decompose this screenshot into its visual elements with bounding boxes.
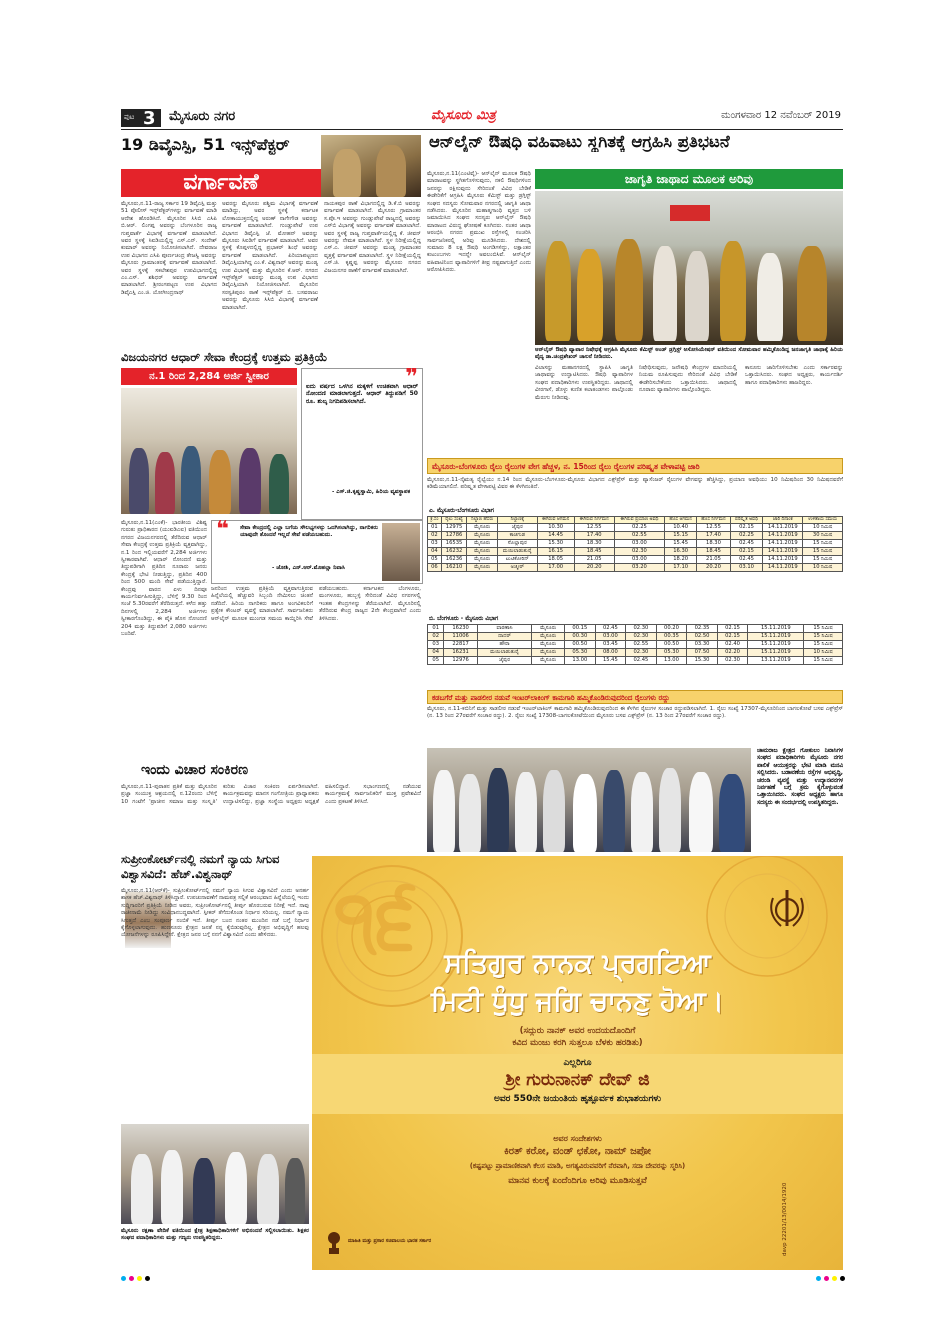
ad-greet-post: ಅವರ 550ನೇ ಜಯಂತಿಯ ಹೃತ್ಪೂರ್ವಕ ಶುಭಾಶಯಗಳು	[493, 1094, 662, 1104]
rail-col-header: ಹೊಸ ನಿರ್ಗಮನ	[696, 517, 730, 524]
table-cell: ಮೈಸೂರು	[467, 547, 498, 555]
aadhaar-quote-2-by: - ಜೋಶಿ, ಎನ್.ಆರ್.ಮೊಹಲ್ಲಾ ನಿವಾಸಿ	[272, 565, 345, 571]
table-cell: ದಾದರ್	[477, 633, 532, 641]
table-cell: 15 ನಿಮಿಷ	[803, 547, 843, 555]
table-cell: 13.11.2019	[748, 657, 804, 665]
table-cell: 10.30	[537, 523, 574, 531]
rail-col-header: ಹೊಸ ಆಗಮನ	[665, 517, 697, 524]
memorandum-caption: ಚಾಮರಾಜ ಕ್ಷೇತ್ರದ ಗೋಕುಲಂ ನಿವಾಸಿಗಳ ಸಂಘದ ಪದಾಧಿಕಾರಿಗಳು ಮೈಸೂರು ನಗರ ಪಾಲಿಕೆ ಆಯುಕ್ತರನ್ನು ಭೇಟಿ ಮಾಡಿ ಮನವಿ ಸಲ್ಲಿಸಿದರು. ಬಡಾವಣೆಯ ರಸ್ತೆಗಳ ಅಭಿವೃದ್ಧಿ, ಚರಂಡಿ ವ್ಯವಸ್ಥೆ ಮತ್ತು ಉದ್ಯಾನವನಗಳ ನಿರ್ವಹಣೆ ಬಗ್ಗೆ ಕ್ರಮ ಕೈಗೊಳ್ಳುವಂತೆ ಒತ್ತಾಯಿಸಿದರು. ಸಂಘದ ಅಧ್ಯಕ್ಷರು ಹಾಗೂ ಸದಸ್ಯರು ಈ ಸಂದರ್ಭದಲ್ಲಿ ಉಪಸ್ಥಿತರಿದ್ದರು.	[757, 748, 843, 806]
table-cell: 15.45	[665, 539, 697, 547]
table-cell: 11006	[444, 633, 477, 641]
table-cell: 10 ನಿಮಿಷ	[803, 523, 843, 531]
table-cell: 00.30	[565, 633, 596, 641]
table-cell: 04	[428, 547, 442, 555]
table-cell: 03.45	[595, 641, 626, 649]
table-cell: 03.10	[730, 563, 762, 571]
page-label: ಪುಟ	[124, 113, 135, 121]
table-row	[428, 563, 843, 571]
table-row	[428, 625, 843, 633]
table-cell: 14.45	[537, 531, 574, 539]
felicitation-caption: ಮೈಸೂರು ರಕ್ಷಣಾ ವೇದಿಕೆ ವತಿಯಿಂದ ಕ್ಷೇತ್ರ ಶಿಕ್ಷಣಾಧಿಕಾರಿಗಳಿಗೆ ಅಭಿನಂದನೆ ಸಲ್ಲಿಸಲಾಯಿತು. ಶಿಕ್ಷಕರ ಸಂಘದ ಪದಾಧಿಕಾರಿಗಳು ಮತ್ತು ಗಣ್ಯರು ಉಪಸ್ಥಿತರಿದ್ದರು.	[121, 1228, 309, 1242]
masthead: ಮೈಸೂರು ಮಿತ್ರ	[431, 108, 496, 123]
table-cell: 18.20	[665, 555, 697, 563]
table-cell: 00.50	[565, 641, 596, 649]
table-cell: 22817	[444, 641, 477, 649]
transfer-story	[121, 133, 421, 345]
ad-teach-sub: (ಕಷ್ಟಪಟ್ಟು ಪ್ರಾಮಾಣಿಕವಾಗಿ ಕೆಲಸ ಮಾಡಿ, ಅಗತ್ಯವಿರುವವರಿಗೆ ನೆರವಾಗಿ, ಸದಾ ದೇವರನ್ನು ಸ್ಮರಿಸಿ)	[469, 1162, 686, 1170]
table-row	[428, 555, 843, 563]
table-cell: 15 ನಿಮಿಷ	[804, 657, 843, 665]
table-cell: 02.50	[687, 633, 718, 641]
table-cell: ಮೈಸೂರು	[532, 657, 565, 665]
table-cell: 21.05	[574, 555, 614, 563]
page-number-box	[121, 109, 161, 127]
aadhaar-body-1: ಮೈಸೂರು,ನ.11(ಎಂಕೆ)- ಭಾರತೀಯ ವಿಶಿಷ್ಟ ಗುರುತು ಪ್ರಾಧಿಕಾರದ (ಯುಐಡಿಎಐ) ವತಿಯಿಂದ ನಗರದ ವಿಜಯನಗರದಲ್ಲಿ ತೆರೆದಿರುವ ಆಧಾರ್ ಸೇವಾ ಕೇಂದ್ರಕ್ಕೆ ಉತ್ತಮ ಪ್ರತಿಕ್ರಿಯೆ ವ್ಯಕ್ತವಾಗಿದ್ದು, ನ.1 ರಿಂದ ಇಲ್ಲಿಯವರೆಗೆ 2,284 ಅರ್ಜಿಗಳು ಸ್ವೀಕಾರವಾಗಿವೆ. ಆಧಾರ್ ನೋಂದಣಿ ಮತ್ತು ತಿದ್ದುಪಡಿಗಾಗಿ ಪ್ರತಿದಿನ ನೂರಾರು ಜನರು ಕೇಂದ್ರಕ್ಕೆ ಭೇಟಿ ನೀಡುತ್ತಿದ್ದು, ಪ್ರತಿದಿನ 400 ರಿಂದ 500 ಮಂದಿ ಸೇವೆ ಪಡೆಯುತ್ತಿದ್ದಾರೆ. ಕೇಂದ್ರವು ವಾರದ ಏಳು ದಿನವೂ ಕಾರ್ಯನಿರ್ವಹಿಸುತ್ತಿದ್ದು, ಬೆಳಿಗ್ಗೆ 9.30 ರಿಂದ ಸಂಜೆ 5.30ರವರೆಗೆ ತೆರೆದಿರುತ್ತದೆ. ಕಳೆದ ಹತ್ತು ದಿನಗಳಲ್ಲಿ 2,284 ಅರ್ಜಿಗಳು ಸ್ವೀಕಾರಗೊಂಡಿದ್ದು, ಈ ಪೈಕಿ ಹೊಸ ನೋಂದಣಿ 204 ಮತ್ತು ತಿದ್ದುಪಡಿಗೆ 2,080 ಅರ್ಜಿಗಳು ಬಂದಿವೆ.	[121, 520, 207, 638]
rail-banner: ಮೈಸೂರು-ಬೆಂಗಳೂರು ರೈಲು ರೈಲುಗಳ ವೇಗ ಹೆಚ್ಚಳ, ನ. 15ರಿಂದ ರೈಲು ರೈಲುಗಳ ಪರಿಷ್ಕೃತ ವೇಳಾಪಟ್ಟಿ ಜಾರಿ	[427, 458, 843, 474]
table-cell: 02.45	[626, 657, 657, 665]
table-cell: 14.11.2019	[763, 563, 803, 571]
table-cell: 15.11.2019	[748, 641, 804, 649]
ad-punjabi-line-1: ਸਤਿਗੁਰ ਨਾਨਕ ਪ੍ਰਗਟਿਆ	[444, 948, 711, 979]
ad-greet-name: ಶ್ರೀ ಗುರುನಾನಕ್ ದೇವ್ ಜಿ	[505, 1070, 650, 1090]
table-cell: 02.30	[626, 625, 657, 633]
table-cell: 15 ನಿಮಿಷ	[803, 555, 843, 563]
table-cell: ಮೈಸೂರು	[467, 563, 498, 571]
table-cell: 02.45	[730, 555, 762, 563]
rail-col-header: ಈಗಿರುವ ನಿರ್ಗಮನ	[574, 517, 614, 524]
table-cell: 02.15	[717, 625, 748, 633]
sc-headline: ಸುಪ್ರೀಂಕೋರ್ಟ್‌ನಲ್ಲಿ ನಮಗೆ ನ್ಯಾಯ ಸಿಗುವ ವಿಶ್ವಾಸವಿದೆ: ಹೆಚ್.ವಿಶ್ವನಾಥ್	[121, 852, 280, 881]
table-cell: 02.25	[730, 531, 762, 539]
table-cell: 00.15	[565, 625, 596, 633]
emblem-icon	[326, 1228, 342, 1256]
aadhaar-story	[121, 348, 421, 758]
ad-greeting-band	[312, 1054, 843, 1114]
table-row	[428, 641, 843, 649]
rail-col-header: ಕ್ರ.ಸಂ	[428, 517, 442, 524]
rail-table-b-grid	[427, 624, 843, 665]
table-cell: 05	[428, 657, 444, 665]
table-cell: 16535	[441, 539, 466, 547]
table-cell: ಮೈಸೂರು	[532, 641, 565, 649]
pharmacy-body: ಮೈಸೂರು,ನ.11(ಎಂಟಿವೈ)- ಆನ್‌ಲೈನ್ ಮೂಲಕ ಔಷಧಿ ಮಾರಾಟವನ್ನು ಸ್ಥಗಿತಗೊಳಿಸುವುದು, ನಕಲಿ ಔಷಧಿಗಳಿಂದ ಜನರನ್ನು ರಕ್ಷಿಸುವುದು ಸೇರಿದಂತೆ ವಿವಿಧ ಬೇಡಿಕೆ ಈಡೇರಿಕೆಗೆ ಆಗ್ರಹಿಸಿ ಮೈಸೂರು ಕೆಮಿಸ್ಟ್ ಮತ್ತು ಡ್ರಗ್ಗಿಸ್ಟ್ ಸಂಘದ ಸದಸ್ಯರು ಸೋಮವಾರ ನಗರದಲ್ಲಿ ಜಾಗೃತಿ ಜಾಥಾ ನಡೆಸಿದರು. ಮೈಸೂರಿನ ಮಹಾತ್ಮಗಾಂಧಿ ವೃತ್ತದ ಬಳಿ ಜಮಾಯಿಸಿದ ಸಂಘದ ಸದಸ್ಯರು ಆನ್‌ಲೈನ್ ಔಷಧಿ ಮಾರಾಟದ ವಿರುದ್ಧ ಘೋಷಣೆ ಕೂಗಿದರು. ನಂತರ ಜಾಥಾ ಆರಂಭಿಸಿ ನಗರದ ಪ್ರಮುಖ ರಸ್ತೆಗಳಲ್ಲಿ ಸಂಚರಿಸಿ ಸಾರ್ವಜನಿಕರಲ್ಲಿ ಅರಿವು ಮೂಡಿಸಿದರು. ದೇಶದಲ್ಲಿ ಸುಮಾರು 8 ಲಕ್ಷ ಔಷಧಿ ಅಂಗಡಿಗಳಿದ್ದು, ಲಕ್ಷಾಂತರ ಕುಟುಂಬಗಳು ಇದನ್ನೇ ಅವಲಂಬಿಸಿವೆ. ಆನ್‌ಲೈನ್ ವಹಿವಾಟಿನಿಂದ ವ್ಯಾಪಾರಿಗಳಿಗೆ ತೀವ್ರ ನಷ್ಟವಾಗುತ್ತಿದೆ ಎಂದು ಆರೋಪಿಸಿದರು.	[427, 171, 531, 274]
pharmacy-col-b: ನಿಷೇಧಿಸುವುದು, ಜನೌಷಧಿ ಕೇಂದ್ರಗಳ ಮಾದರಿಯಲ್ಲಿ ನಿಯಮ ರೂಪಿಸುವುದು ಸೇರಿದಂತೆ ವಿವಿಧ ಬೇಡಿಕೆ ಈಡೇರಿಸಬೇಕೆಂದು ಒತ್ತಾಯಿಸಿದರು. ಜಾಥಾದಲ್ಲಿ ನೂರಾರು ವ್ಯಾಪಾರಿಗಳು ಪಾಲ್ಗೊಂಡಿದ್ದರು.	[639, 365, 737, 394]
rail-cancel-banner: ಕಡಬಗೆರೆ ಮತ್ತು ಪಾಡಲೀರ ನಡುವೆ ಇಂಟರ್‌ಲಾಕಿಂಗ್ ಕಾಮಗಾರಿ ಹಮ್ಮಿಕೊಂಡಿರುವುದರಿಂದ ರೈಲುಗಳು ರದ್ದು	[427, 690, 843, 704]
table-cell: 17.00	[537, 563, 574, 571]
table-cell: 15 ನಿಮಿಷ	[803, 539, 843, 547]
table-cell: 15 ನಿಮಿಷ	[804, 641, 843, 649]
table-cell: ಮೈಸೂರು	[532, 625, 565, 633]
rail-story	[427, 458, 843, 744]
rail-col-header: ಈಗಿರುವ ಆಗಮನ	[537, 517, 574, 524]
ad-davp-code: davp 22201/13/0014/1920	[782, 1182, 788, 1256]
table-cell: 10 ನಿಮಿಷ	[804, 649, 843, 657]
page-number: 3	[143, 108, 156, 129]
ad-greet-pre: ಎಲ್ಲರಿಗೂ	[563, 1058, 592, 1068]
table-cell: 04	[428, 649, 444, 657]
table-cell: ಸೊಲ್ಲಾಪುರ	[498, 539, 537, 547]
table-cell: 20.20	[574, 563, 614, 571]
pharmacy-story	[427, 131, 843, 456]
table-cell: 14.11.2019	[763, 555, 803, 563]
pharmacy-col-c: ಕಾನೂನು ಜಾರಿಗೊಳಿಸಬೇಕು ಎಂದು ಸರ್ಕಾರವನ್ನು ಒತ್ತಾಯಿಸಿದರು. ಸಂಘದ ಅಧ್ಯಕ್ಷರು, ಕಾರ್ಯದರ್ಶಿ ಹಾಗೂ ಪದಾಧಿಕಾರಿಗಳು ಹಾಜರಿದ್ದರು.	[745, 365, 843, 386]
table-cell: 14.11.2019	[763, 547, 803, 555]
table-cell: 14.11.2019	[763, 523, 803, 531]
table-cell: ಮೈಸೂರು	[467, 555, 498, 563]
supreme-court-story	[121, 850, 309, 1270]
table-cell: 13.00	[565, 657, 596, 665]
table-cell: 12.55	[696, 523, 730, 531]
aadhaar-body-2: ಜನರಿಂದ ಉತ್ತಮ ಪ್ರತಿಕ್ರಿಯೆ ವ್ಯಕ್ತವಾಗುತ್ತಿರುವ ಹಿನ್ನೆಲೆಯಲ್ಲಿ ಹೆಚ್ಚುವರಿ ಸಿಬ್ಬಂದಿ ನೇಮಿಸಲು ಚಿಂತನೆ ನಡೆದಿದೆ. ಹಿರಿಯ ನಾಗರಿಕರು ಹಾಗೂ ಅಂಗವಿಕಲರಿಗೆ ಪ್ರತ್ಯೇಕ ಕೌಂಟರ್ ವ್ಯವಸ್ಥೆ ಮಾಡಲಾಗಿದೆ. ಸಾರ್ವಜನಿಕರು ಆನ್‌ಲೈನ್ ಮೂಲಕ ಮುಂಗಡ ಸಮಯ ಕಾಯ್ದಿರಿಸಿ ಸೇವೆ ಪಡೆಯಬಹುದು. ಕರ್ನಾಟಕದ ಬೆಂಗಳೂರು, ಮಂಗಳೂರು, ಹುಬ್ಬಳ್ಳಿ ಸೇರಿದಂತೆ ವಿವಿಧ ನಗರಗಳಲ್ಲಿ ಇಂತಹ ಕೇಂದ್ರಗಳನ್ನು ತೆರೆಯಲಾಗಿದೆ. ಮೈಸೂರಿನಲ್ಲಿ ತೆರೆದಿರುವ ಕೇಂದ್ರ ರಾಜ್ಯದ 2ನೇ ಕೇಂದ್ರವಾಗಿದೆ ಎಂದು ತಿಳಿಸಿದರು.	[211, 586, 421, 622]
table-cell: 02.30	[717, 657, 748, 665]
quote-mark-icon-2: ❝	[216, 517, 229, 542]
table-cell: ಮೈಸೂರು	[467, 531, 498, 539]
table-cell: 20.20	[696, 563, 730, 571]
table-cell: 02.40	[717, 641, 748, 649]
pharmacy-col-a: ವಿಲಾಸನ್ನು ಮಹಾನಗರದಲ್ಲಿ ಸ್ಥಾಪಿಸಿ ಜಾಗೃತಿ ಜಾಥಾವನ್ನು ಉದ್ಘಾಟಿಸಿದರು. ಔಷಧಿ ವ್ಯಾಪಾರಿಗಳ ಸಂಘದ ಪದಾಧಿಕಾರಿಗಳು ಉಪಸ್ಥಿತರಿದ್ದರು. ಜಾಥಾದಲ್ಲಿ ವೀರಗಾಸೆ, ಡೊಳ್ಳು ಕುಣಿತ ಕಲಾತಂಡಗಳು ಪಾಲ್ಗೊಂಡು ಮೆರುಗು ನೀಡಿದವು.	[535, 365, 633, 401]
table-cell: 10 ನಿಮಿಷ	[803, 563, 843, 571]
table-cell: 16.30	[665, 547, 697, 555]
table-cell: 12786	[441, 531, 466, 539]
table-cell: 02.15	[730, 547, 762, 555]
registration-marks	[121, 1276, 843, 1282]
table-row	[428, 547, 843, 555]
table-cell: ಮಯಿಲಾಡುತುರೈ	[498, 547, 537, 555]
table-cell: ಮೈಸೂರು	[467, 523, 498, 531]
table-cell: 02.30	[626, 649, 657, 657]
ad-ministry: ಮಾಹಿತಿ ಮತ್ತು ಪ್ರಸಾರ ಸಚಿವಾಲಯ ಭಾರತ ಸರ್ಕಾರ	[348, 1238, 432, 1244]
table-cell: 10.40	[665, 523, 697, 531]
table-row	[428, 649, 843, 657]
aadhaar-quote-1: ಐದು ವರ್ಷದ ಒಳಗಿನ ಮಕ್ಕಳಿಗೆ ಉಚಿತವಾಗಿ ಆಧಾರ್ ನೋಂದಣಿ ಮಾಡಲಾಗುತ್ತದೆ. ಆಧಾರ್ ತಿದ್ದುಪಡಿಗೆ 50 ರೂ. ಶುಲ್ಕ ನಿಗದಿಪಡಿಸಲಾಗಿದೆ.	[306, 383, 418, 405]
rail-col-header: ಉಳಿತಾಯ ಸಮಯ	[803, 517, 843, 524]
ad-punjabi-line-2: ਮਿਟੀ ਧੁੰਧੁ ਜਗਿ ਚਾਨਣੁ ਹੋਆ।	[430, 986, 725, 1017]
table-cell: 12975	[441, 523, 466, 531]
table-cell: 18.45	[696, 547, 730, 555]
rail-table-body-b	[428, 625, 843, 665]
police-officers-photo	[321, 135, 421, 197]
table-cell: ಕಾಚಿಗುಡ	[498, 531, 537, 539]
table-cell: 15 ನಿಮಿಷ	[804, 633, 843, 641]
table-cell: ಮೈಸೂರು	[532, 633, 565, 641]
aadhaar-man-photo	[382, 523, 420, 581]
table-cell: 15.11.2019	[748, 625, 804, 633]
aadhaar-banner: ನ.1 ರಿಂದ 2,284 ಅರ್ಜಿ ಸ್ವೀಕಾರ	[121, 368, 297, 385]
memorandum-photo	[427, 748, 751, 852]
table-cell: ಜೈಪುರ	[477, 657, 532, 665]
table-cell: 03	[428, 641, 444, 649]
table-cell: 03.00	[614, 539, 665, 547]
memorandum-story	[427, 748, 843, 852]
table-cell: ಜೈಪುರ	[498, 523, 537, 531]
table-row	[428, 531, 843, 539]
pharmacy-rally-photo	[535, 191, 843, 345]
table-cell: 01	[428, 625, 444, 633]
table-cell: 30 ನಿಮಿಷ	[803, 531, 843, 539]
table-cell: 05	[428, 555, 442, 563]
table-cell: 03.30	[687, 641, 718, 649]
table-cell: 07.50	[687, 649, 718, 657]
table-cell: 02.35	[687, 625, 718, 633]
table-cell: 02.15	[730, 523, 762, 531]
table-cell: 18.30	[574, 539, 614, 547]
table-cell: 02	[428, 531, 442, 539]
table-row	[428, 633, 843, 641]
pharmacy-caption: ಆನ್‌ಲೈನ್ ಔಷಧಿ ವ್ಯಾಪಾರ ನಿಷೇಧಕ್ಕೆ ಆಗ್ರಹಿಸಿ ಮೈಸೂರು ಕೆಮಿಸ್ಟ್ ಅಂಡ್ ಡ್ರಗ್ಗಿಸ್ಟ್ ಅಸೋಸಿಯೇಷನ್ ವತಿಯಿಂದ ಸೋಮವಾರ ಹಮ್ಮಿಕೊಂಡಿದ್ದ ಜನಜಾಗೃತಿ ಜಾಥಾಕ್ಕೆ ಹಿರಿಯ ವೈದ್ಯ ಡಾ.ಚಂದ್ರಶೇಖರ್ ಚಾಲನೆ ನೀಡಿದರು.	[535, 347, 843, 361]
rail-table-a	[427, 516, 843, 572]
table-cell: 13.00	[656, 657, 687, 665]
pharmacy-subhead: ಜಾಗೃತಿ ಜಾಥಾದ ಮೂಲಕ ಅರಿವು	[535, 169, 843, 189]
table-cell: ಟುಟಿಕೋರಿನ್	[498, 555, 537, 563]
table-cell: 02.30	[614, 547, 665, 555]
table-cell: 02.45	[595, 625, 626, 633]
table-cell: 03.00	[595, 633, 626, 641]
table-cell: 02.25	[614, 523, 665, 531]
section-name: ಮೈಸೂರು ನಗರ	[169, 109, 236, 124]
table-cell: 17.40	[574, 531, 614, 539]
transfer-banner: ವರ್ಗಾವಣೆ	[121, 169, 321, 197]
table-cell: 15.30	[687, 657, 718, 665]
table-cell: ಮಯಿಲಾಡುತುರೈ	[477, 649, 532, 657]
aadhaar-quote-box-2	[211, 517, 423, 584]
rail-cancel-text: ಮೈಸೂರು, ನ.11-ಕಬಿನಿಗೆ ಮತ್ತು ಸಾಡಲೀರ ನಡುವೆ ಇಂಟರ್‌ಲಾಕಿಂಗ್ ಕಾಮಗಾರಿ ಹಮ್ಮಿಕೊಂಡಿರುವುದರಿಂದ ಈ ಕೆಳಗಿನ ರೈಲುಗಳ ಸಂಚಾರ ರದ್ದುಪಡಿಸಲಾಗಿದೆ. 1. ರೈಲು ಸಂಖ್ಯೆ 17307-ಮೈಸೂರಿನಿಂದ ಬಾಗಲಕೋಟೆ ಬಸವ ಎಕ್ಸ್‌ಪ್ರೆಸ್ (ನ. 13 ರಿಂದ 27ರವರೆಗೆ ಸಂಚಾರ ರದ್ದು). 2. ರೈಲು ಸಂಖ್ಯೆ 17308-ಬಾಗಲಕೋಟೆಯಿಂದ ಮೈಸೂರು ಬಸವ ಎಕ್ಸ್‌ಪ್ರೆಸ್ (ನ. 13 ರಿಂದ 27ರವರೆಗೆ ಸಂಚಾರ ರದ್ದು).	[427, 706, 843, 720]
table-cell: 03.20	[614, 563, 665, 571]
table-cell: 14.11.2019	[763, 539, 803, 547]
table-cell: 03	[428, 539, 442, 547]
felicitation-photo	[121, 1124, 309, 1224]
table-cell: 16231	[444, 649, 477, 657]
khanda-icon	[767, 886, 807, 936]
ad-gurmukhi-numeral: ੧੬	[334, 874, 417, 965]
transfer-col2: ಅವರನ್ನು ಮೈಸೂರು ಪಶ್ಚಿಮ ವಿಭಾಗಕ್ಕೆ ವರ್ಗಾವಣೆ ಮಾಡಿದ್ದು, ಅವರ ಸ್ಥಳಕ್ಕೆ ಕರ್ನಾಟಕ ಲೋಕಾಯುಕ್ತದಲ್ಲಿದ್ದ ಅರುಣ್ ನಾಗೇಗೌಡ ಅವರನ್ನು ವರ್ಗಾವಣೆ ಮಾಡಲಾಗಿದೆ. ಗುಂಡ್ಲುಪೇಟೆ ಉಪ ವಿಭಾಗದ ಡಿವೈಎಸ್ಪಿ ಜೆ. ಮೋಹನ್ ಅವರನ್ನು ಮೈಸೂರು ಸಿಐಡಿಗೆ ವರ್ಗಾವಣೆ ಮಾಡಲಾಗಿದೆ. ಅವರ ಸ್ಥಳಕ್ಕೆ ಕೊಪ್ಪಳದಲ್ಲಿದ್ದ ಪ್ರಭಾಕರ್ ಶಿಂಧೆ ಅವರನ್ನು ವರ್ಗಾವಣೆ ಮಾಡಲಾಗಿದೆ. ಪಿರಿಯಾಪಟ್ಟಣದ ಡಿವೈಎಸ್ಪಿಯಾಗಿದ್ದ ಎಂ.ಕೆ. ವಿಶ್ವನಾಥ್ ಅವರನ್ನು ಮಂಡ್ಯ ಉಪ ವಿಭಾಗಕ್ಕೆ ಮತ್ತು ಮೈಸೂರಿನ ಕೆ.ಆರ್. ನಗರದ ಇನ್ಸ್‌ಪೆಕ್ಟರ್ ಅವರನ್ನು ಮಂಡ್ಯ ಉಪ ವಿಭಾಗದ ಡಿವೈಎಸ್ಪಿಯಾಗಿ ನಿಯೋಜಿಸಲಾಗಿದೆ. ಮೈಸೂರಿನ ಸರಸ್ವತಿಪುರಂ ಠಾಣೆ ಇನ್ಸ್‌ಪೆಕ್ಟರ್ ಬಿ. ಬಸವರಾಜು ಅವರನ್ನು ಮೈಸೂರು ಸಿಸಿಬಿ ವಿಭಾಗಕ್ಕೆ ವರ್ಗಾವಣೆ ಮಾಡಲಾಗಿದೆ.	[222, 201, 318, 311]
table-cell: ಅಜ್ಮೀರ್	[498, 563, 537, 571]
table-cell: 02.45	[730, 539, 762, 547]
table-cell: 02	[428, 633, 444, 641]
ad-teach-title: ಅವರ ಸಂದೇಶಗಳು	[553, 1134, 602, 1143]
page-header	[121, 107, 843, 130]
rail-col-header: ರೈಲು ಸಂಖ್ಯೆ	[441, 517, 466, 524]
table-cell: 15 ನಿಮಿಷ	[804, 625, 843, 633]
table-row	[428, 657, 843, 665]
table-cell: 15.15	[665, 531, 697, 539]
seminar-story	[121, 760, 421, 850]
table-cell: 14.11.2019	[763, 531, 803, 539]
rail-col-header: ನಿಲ್ದಾಣಕ್ಕೆ	[498, 517, 537, 524]
table-cell: 17.10	[665, 563, 697, 571]
rail-col-header: ಈಗಿರುವ ಪ್ರಯಾಣ ಅವಧಿ	[614, 517, 665, 524]
rail-section-b: ಬಿ. ಬೆಂಗಳೂರು - ಮೈಸೂರು ವಿಭಾಗ	[429, 616, 499, 622]
rail-table-a-grid	[427, 516, 843, 572]
aadhaar-center-photo	[121, 388, 297, 514]
table-cell: 02.55	[614, 531, 665, 539]
table-cell: 00.20	[656, 625, 687, 633]
ad-teach-end: ಮಾನವ ಕುಲಕ್ಕೆ ಏಂದೆಂದಿಗೂ ಅರಿವು ಮೂಡಿಸುತ್ತವೆ	[508, 1176, 647, 1186]
table-cell: 00.50	[656, 641, 687, 649]
rail-table-b	[427, 624, 843, 665]
table-cell: ಮೈಸೂರು	[532, 649, 565, 657]
rail-col-header: ನಿಲ್ದಾಣ ಹೆಸರು	[467, 517, 498, 524]
table-cell: 16236	[441, 555, 466, 563]
rail-col-header: ಜಾರಿ ದಿನಾಂಕ	[763, 517, 803, 524]
transfer-col1: ಮೈಸೂರು,ನ.11-ರಾಜ್ಯ ಸರ್ಕಾರ 19 ಡಿವೈಎಸ್ಪಿ ಮತ್ತು 51 ಪೊಲೀಸ್ ಇನ್ಸ್‌ಪೆಕ್ಟರ್‌ಗಳನ್ನು ವರ್ಗಾವಣೆ ಮಾಡಿ ಆದೇಶ ಹೊರಡಿಸಿದೆ. ಮೈಸೂರಿನ ಸಿಸಿಬಿ ಎಸಿಪಿ ಬಿ.ಆರ್. ಲಿಂಗಪ್ಪ ಅವರನ್ನು ಬೆಂಗಳೂರಿನ ರಾಜ್ಯ ಗುಪ್ತವಾರ್ತೆ ವಿಭಾಗಕ್ಕೆ ವರ್ಗಾವಣೆ ಮಾಡಲಾಗಿದೆ. ಅವರ ಸ್ಥಳಕ್ಕೆ ಸಿಐಡಿಯಲ್ಲಿದ್ದ ಎಸ್.ಎನ್. ಸಂದೇಶ್ ಕುಮಾರ್ ಅವರನ್ನು ನಿಯೋಜಿಸಲಾಗಿದೆ. ದೇವರಾಜ ಉಪ ವಿಭಾಗದ ಎಸಿಪಿ ಪೂರ್ಣಚಂದ್ರ ತೇಜಸ್ವಿ ಅವರನ್ನು ಮೈಸೂರು ಗ್ರಾಮಾಂತರಕ್ಕೆ ವರ್ಗಾವಣೆ ಮಾಡಲಾಗಿದೆ. ಅವರ ಸ್ಥಳಕ್ಕೆ ಸಕಲೇಶಪುರ ಉಪವಿಭಾಗದಲ್ಲಿದ್ದ ಎಂ.ಎಸ್. ಶಶಿಧರ್ ಅವರನ್ನು ವರ್ಗಾವಣೆ ಮಾಡಲಾಗಿದೆ. ಶ್ರೀರಂಗಪಟ್ಟಣ ಉಪ ವಿಭಾಗದ ಡಿವೈಎಸ್ಪಿ ಎಂ.ಜಿ. ಯೋಗೀಂದ್ರನಾಥ್	[121, 201, 217, 296]
aadhaar-quote-box-1	[301, 365, 423, 520]
table-cell: 16230	[444, 625, 477, 633]
sc-body: ಮೈಸೂರು,ನ.11(ಆರ್‌ಕೆ)- ಸುಪ್ರೀಂಕೋರ್ಟ್‌ನಲ್ಲಿ ನಮಗೆ ನ್ಯಾಯ ಸಿಗುವ ವಿಶ್ವಾಸವಿದೆ ಎಂದು ಅನರ್ಹ ಶಾಸಕ ಹೆಚ್.ವಿಶ್ವನಾಥ್ ತಿಳಿಸಿದ್ದಾರೆ. ಉಪಚುನಾವಣೆಗೆ ನಾಮಪತ್ರ ಸಲ್ಲಿಕೆ ಆರಂಭವಾದ ಹಿನ್ನೆಲೆಯಲ್ಲಿ ಇಂದು ಸುದ್ದಿಗಾರರಿಗೆ ಪ್ರತಿಕ್ರಿಯೆ ನೀಡಿದ ಅವರು, ಸುಪ್ರೀಂಕೋರ್ಟ್‌ನಲ್ಲಿ ತೀರ್ಪು ಹೊರಬರುವ ನಿರೀಕ್ಷೆ ಇದೆ. ನಾವು ರಾಜೀನಾಮೆ ನೀಡಿದ್ದು ಸಂವಿಧಾನಬದ್ಧವಾಗಿದೆ. ಸ್ಪೀಕರ್ ತೆಗೆದುಕೊಂಡ ನಿರ್ಧಾರ ಸರಿಯಲ್ಲ. ನಮಗೆ ನ್ಯಾಯ ಸಿಗುತ್ತದೆ ಎಂಬ ಸಂಪೂರ್ಣ ನಂಬಿಕೆ ಇದೆ. ತೀರ್ಪು ಬಂದ ನಂತರ ಮುಂದಿನ ನಡೆ ಬಗ್ಗೆ ನಿರ್ಧಾರ ಕೈಗೊಳ್ಳಲಾಗುವುದು. ಹುಣಸೂರು ಕ್ಷೇತ್ರದ ಜನತೆ ನನ್ನ ಕೈಬಿಡುವುದಿಲ್ಲ. ಕ್ಷೇತ್ರದ ಅಭಿವೃದ್ಧಿಗೆ ಹಲವು ಯೋಜನೆಗಳನ್ನು ರೂಪಿಸಿದ್ದೇನೆ. ಕ್ಷೇತ್ರದ ಜನರ ಬಗ್ಗೆ ನನಗೆ ವಿಶ್ವಾಸವಿದೆ ಎಂದು ಹೇಳಿದರು.	[121, 888, 309, 939]
table-cell: 16232	[441, 547, 466, 555]
ad-kannada-sub-1: (ಸದ್ಗುರು ನಾನಕ್ ಅವರ ಉದಯದೊಂದಿಗೆ	[519, 1026, 636, 1036]
table-cell: 05.30	[656, 649, 687, 657]
transfer-col3: ನಾಯಕಪುರ ಠಾಣೆ ವಿಭಾಗದಲ್ಲಿದ್ದ ಡಿ.ಕೆ.ಬಿ ಅವರನ್ನು ವರ್ಗಾವಣೆ ಮಾಡಲಾಗಿದೆ. ಮೈಸೂರು ಗ್ರಾಮಾಂತರ ಸ.ಪೊ.ಇ ಅವರನ್ನು ಗುಂಡ್ಲುಪೇಟೆ ರಾಜ್ಯದಲ್ಲಿ ಅವರನ್ನು ಎಸ್‌ಬಿ ವಿಭಾಗಕ್ಕೆ ಅವರನ್ನು ವರ್ಗಾವಣೆ ಮಾಡಲಾಗಿದೆ. ಅವರ ಸ್ಥಳಕ್ಕೆ ರಾಜ್ಯ ಗುಪ್ತವಾರ್ತೆಯಲ್ಲಿದ್ದ ಕೆ. ಜೀವನ್ ಅವರನ್ನು ನೇಮಕ ಮಾಡಲಾಗಿದೆ. ಸ್ಥಳ ನಿರೀಕ್ಷೆಯಲ್ಲಿದ್ದ ಎಸ್.ಎ. ಜೀವನ್ ಅವರನ್ನು ಮಂಡ್ಯ ಗ್ರಾಮಾಂತರ ವೃತ್ತಕ್ಕೆ ವರ್ಗಾವಣೆ ಮಾಡಲಾಗಿದೆ. ಸ್ಥಳ ನಿರೀಕ್ಷೆಯಲ್ಲಿದ್ದ ಎಸ್.ಜಿ. ಕೃಷ್ಣಪ್ಪ ಅವರನ್ನು ಮೈಸೂರು ನಗರದ ವಿಜಯನಗರ ಠಾಣೆಗೆ ವರ್ಗಾವಣೆ ಮಾಡಲಾಗಿದೆ.	[324, 201, 421, 274]
aadhaar-headline: ವಿಜಯನಗರ ಆಧಾರ್ ಸೇವಾ ಕೇಂದ್ರಕ್ಕೆ ಉತ್ತಮ ಪ್ರತಿಕ್ರಿಯೆ	[121, 350, 328, 364]
table-cell: 02.30	[626, 633, 657, 641]
pharmacy-headline: ಆನ್‌ಲೈನ್ ಔಷಧಿ ವಹಿವಾಟು ಸ್ಥಗಿತಕ್ಕೆ ಆಗ್ರಹಿಸಿ ಪ್ರತಿಭಟನೆ	[429, 132, 730, 151]
table-cell: ಹೌರಾ	[477, 641, 532, 649]
seminar-headline: ಇಂದು ವಿಚಾರ ಸಂಕಿರಣ	[141, 762, 249, 778]
issue-date: ಮಂಗಳವಾರ 12 ನವೆಂಬರ್ 2019	[721, 110, 841, 121]
ad-teach-line: ಕಿರತ್ ಕರೋ, ವಂಡ್ ಛಕೋ, ನಾಮ್ ಜಪೋ	[504, 1146, 651, 1157]
table-cell: 08.00	[595, 649, 626, 657]
table-row	[428, 523, 843, 531]
table-cell: 02.20	[717, 649, 748, 657]
guru-nanak-ad	[312, 856, 843, 1270]
table-cell: 15.45	[595, 657, 626, 665]
table-cell: ವಾರಣಾಸಿ	[477, 625, 532, 633]
table-cell: 05.30	[565, 649, 596, 657]
transfer-headline: 19 ಡಿವೈಎಸ್ಪಿ, 51 ಇನ್ಸ್‌ಪೆಕ್ಟರ್	[121, 135, 290, 154]
aadhaar-quote-2: ಸೇವಾ ಕೇಂದ್ರದಲ್ಲಿ ಎಲ್ಲಾ ಬಗೆಯ ಸೌಲಭ್ಯಗಳನ್ನು ಒದಗಿಸಲಾಗಿದ್ದು, ನಾಗರಿಕರು ಯಾವುದೇ ತೊಂದರೆ ಇಲ್ಲದೆ ಸೇವೆ ಪಡೆಯಬಹುದು.	[240, 525, 378, 539]
table-cell: 02.15	[717, 633, 748, 641]
table-cell: 06	[428, 563, 442, 571]
table-row	[428, 539, 843, 547]
ad-kannada-sub-2: ಕವಿದ ಮಂಜು ಕರಗಿ ಸುತ್ತಲೂ ಬೆಳಕು ಹರಡಿತು)	[512, 1038, 643, 1048]
rail-intro: ಮೈಸೂರು,ನ.11-ನೈಋತ್ಯ ರೈಲ್ವೆಯು ನ.14 ರಿಂದ ಮೈಸೂರು-ಬೆಂಗಳೂರು-ಮೈಸೂರು ವಿಭಾಗದ ಎಕ್ಸ್‌ಪ್ರೆಸ್ ಮತ್ತು ಪ್ಯಾಸೆಂಜರ್ ರೈಲುಗಳ ವೇಗವನ್ನು ಹೆಚ್ಚಿಸಿದ್ದು, ಪ್ರಯಾಣ ಅವಧಿಯು 10 ನಿಮಿಷದಿಂದ 30 ನಿಮಿಷದವರೆಗೆ ಕಡಿಮೆಯಾಗಲಿದೆ. ಪರಿಷ್ಕೃತ ವೇಳಾಪಟ್ಟಿ ವಿವರ ಈ ಕೆಳಗಿನಂತಿದೆ.	[427, 477, 843, 491]
table-cell: 17.40	[696, 531, 730, 539]
table-cell: ಮೈಸೂರು	[467, 539, 498, 547]
table-cell: 15.11.2019	[748, 633, 804, 641]
table-cell: 18.05	[537, 555, 574, 563]
rail-section-a: ಎ. ಮೈಸೂರು-ಬೆಂಗಳೂರು ವಿಭಾಗ	[429, 508, 494, 514]
table-cell: 21.05	[696, 555, 730, 563]
quote-mark-icon: ❞	[405, 365, 418, 390]
table-cell: 12.55	[574, 523, 614, 531]
rail-table-header	[428, 517, 843, 524]
seminar-body: ಮೈಸೂರು,ನ.11-ಪುರಾತನ ಪ್ರತಿಕೆ ಮತ್ತು ಮೈಸೂರಿನ ಪ್ರಜ್ಞಾ ಸಂಯುಕ್ತ ಆಶ್ರಯದಲ್ಲಿ ನ.12ರಂದು ಬೆಳಿಗ್ಗೆ 10 ಗಂಟೆಗೆ 'ಪ್ರಾಚೀನ ಸಮಾಜ ಮತ್ತು ಸಂಸ್ಕೃತಿ' ಕುರಿತು ವಿಚಾರ ಸಂಕಿರಣ ಏರ್ಪಡಿಸಲಾಗಿದೆ. ಕಾರ್ಯಕ್ರಮವನ್ನು ಮಾನಸ ಗಂಗೋತ್ರಿಯ ಪ್ರಾಧ್ಯಾಪಕರು ಉದ್ಘಾಟಿಸಲಿದ್ದು, ಪ್ರಜ್ಞಾ ಸಂಸ್ಥೆಯ ಅಧ್ಯಕ್ಷರು ಅಧ್ಯಕ್ಷತೆ ವಹಿಸಲಿದ್ದಾರೆ. ಸಭಾಂಗಣದಲ್ಲಿ ನಡೆಯುವ ಕಾರ್ಯಕ್ರಮಕ್ಕೆ ಸಾರ್ವಜನಿಕರಿಗೆ ಮುಕ್ತ ಪ್ರವೇಶವಿದೆ ಎಂದು ಪ್ರಕಟಣೆ ತಿಳಿಸಿದೆ.	[121, 784, 421, 805]
table-cell: 01	[428, 523, 442, 531]
table-cell: 00.35	[656, 633, 687, 641]
table-cell: 03.00	[614, 555, 665, 563]
table-cell: 15.30	[537, 539, 574, 547]
aadhaar-quote-1-by: - ಎಸ್.ಜಿ.ಕೃಷ್ಣಸ್ವಾಮಿ, ಹಿರಿಯ ವ್ಯವಸ್ಥಾಪಕ	[332, 489, 411, 495]
table-cell: 12976	[444, 657, 477, 665]
table-cell: 15.11.2019	[748, 649, 804, 657]
table-cell: 02.55	[626, 641, 657, 649]
table-cell: 18.45	[574, 547, 614, 555]
rail-table-body-a	[428, 523, 843, 571]
rail-col-header: ಪರಿಷ್ಕೃತ ಅವಧಿ	[730, 517, 762, 524]
table-cell: 18.30	[696, 539, 730, 547]
table-cell: 16210	[441, 563, 466, 571]
table-cell: 16.15	[537, 547, 574, 555]
